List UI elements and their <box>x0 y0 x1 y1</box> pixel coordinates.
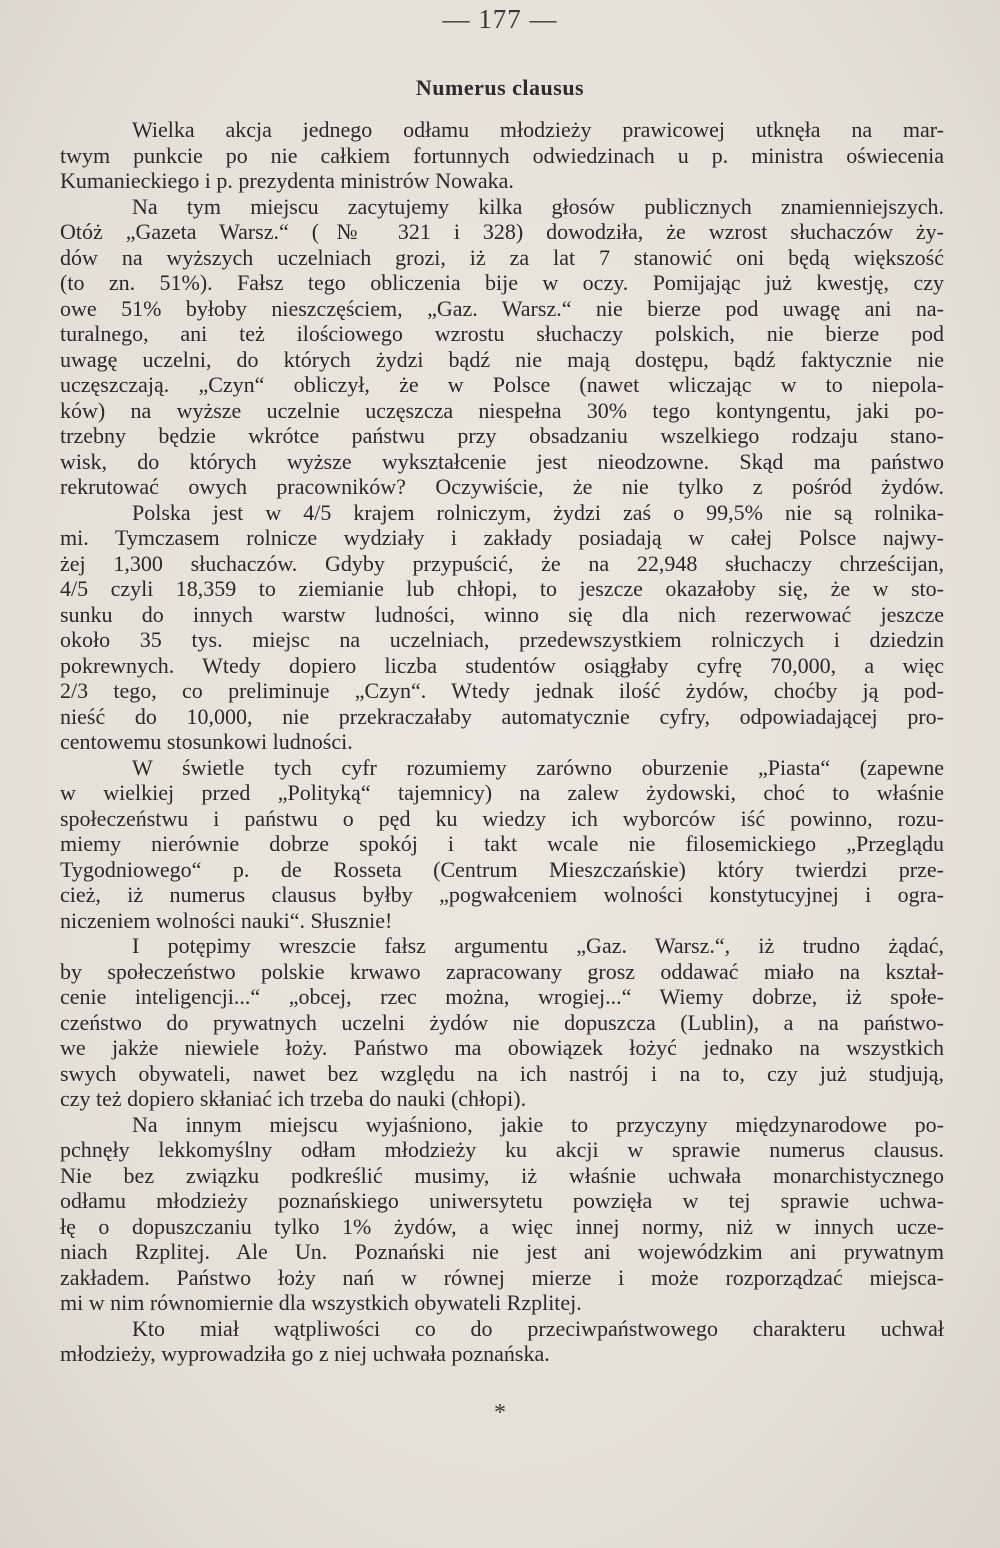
text-line: 2/3 tego, co preliminuje „Czyn“. Wtedy jednak ilość żydów, choćby ją pod- <box>60 678 944 703</box>
text-line: Kumanieckiego i p. prezydenta ministrów Nowaka. <box>60 168 514 193</box>
text-line: pchnęły lekkomyślny odłam młodzieży ku akcji w sprawie numerus clausus. <box>60 1137 944 1162</box>
text-line: wisk, do których wyższe wykształcenie jest nieodzowne. Skąd ma państwo <box>60 448 944 474</box>
text-line: by społeczeństwo polskie krwawo zapracowany grosz oddawać miało na kształ- <box>60 958 944 984</box>
paragraph <box>60 117 944 194</box>
text-line: swych obywateli, nawet bez względu na ich nastrój i na to, czy już studjują, <box>60 1060 944 1086</box>
article-title: Numerus clausus <box>415 75 585 100</box>
text-line: młodzieży, wyprowadziła go z niej uchwała poznańska. <box>60 1341 550 1366</box>
text-line: Wielka akcja jednego odłamu młodzieży prawicowej utknęła na mar- <box>132 117 944 142</box>
text-line: I potępimy wreszcie fałsz argumentu „Gaz. Warsz.“, iż trudno żądać, <box>132 933 944 958</box>
text-line: owe 51% byłoby nieszczęściem, „Gaz. Warsz.“ nie bierze pod uwagę ani na- <box>60 295 944 321</box>
text-line: zakładem. Państwo łoży nań w równej mierze i może rozporządzać miejsca- <box>60 1264 944 1290</box>
text-line: Kto miał wątpliwości co do przeciwpaństwowego charakteru uchwał <box>132 1315 944 1341</box>
text-line: sunku do innych warstw ludności, winno się dla nich rezerwować jeszcze <box>60 601 944 627</box>
text-line: niach Rzplitej. Ale Un. Poznański nie jest ani wojewódzkim ani prywatnym <box>60 1239 944 1264</box>
text-line: około 35 tys. miejsc na uczelniach, przedewszystkiem rolniczych i dziedzin <box>60 627 944 652</box>
text-line: rekrutować owych pracowników? Oczywiście, że nie tylko z pośród żydów. <box>60 474 944 499</box>
paragraph <box>60 755 944 934</box>
text-line: dów na wyższych uczelniach grozi, iż za lat 7 stanowić oni będą większość <box>60 244 944 270</box>
text-line: W świetle tych cyfr rozumiemy zarówno oburzenie „Piasta“ (zapewne <box>132 754 944 780</box>
text-line: odłamu młodzieży poznańskiego uniwersytetu powzięła w tej sprawie uchwa- <box>60 1188 944 1213</box>
text-line: uwagę uczelni, do których żydzi bądź nie mają dostępu, bądź faktycznie nie <box>60 346 944 372</box>
text-line: społeczeństwu i państwu o pęd ku wiedzy ich wyborców iść powinno, rozu- <box>60 805 944 831</box>
text-line: mi w nim równomiernie dla wszystkich obywateli Rzplitej. <box>60 1290 582 1315</box>
text-line: nieść do 10,000, nie przekraczałaby automatycznie cyfry, odpowiadającej pro- <box>60 703 944 729</box>
text-line: Nie bez związku podkreślić musimy, iż właśnie uchwała monarchistycznego <box>60 1162 944 1188</box>
text-line: cież, iż numerus clausus byłby „pogwałceniem wolności konstytucyjnej i ogra- <box>60 882 944 907</box>
text-line: Tygodniowego“ p. de Rosseta (Centrum Mieszczańskie) który twierdzi prze- <box>60 856 944 882</box>
text-line: pokrewnych. Wtedy dopiero liczba studentów osiągłaby cyfrę 70,000, a więc <box>60 652 944 678</box>
text-line: 4/5 czyli 18,359 to ziemianie lub chłopi, to jeszcze okazałoby się, że w sto- <box>60 576 944 601</box>
text-line: trzebny będzie wkrótce państwu przy obsadzaniu wszelkiego rodzaju stano- <box>60 423 944 448</box>
paragraph <box>60 1112 944 1316</box>
page-number: — 177 — <box>442 4 558 34</box>
text-line: miemy nierównie dobrze spokój i takt wcale nie filosemickiego „Przeglądu <box>60 831 944 856</box>
text-line: żej 1,300 słuchaczów. Gdyby przypuścić, że na 22,948 słuchaczy chrześcijan, <box>60 550 944 576</box>
text-line: Na innym miejscu wyjaśniono, jakie to przyczyny międzynarodowe po- <box>132 1111 944 1137</box>
text-line: czy też dopiero skłaniać ich trzeba do nauki (chłopi). <box>60 1086 527 1111</box>
text-line: Polska jest w 4/5 krajem rolniczym, żydzi zaś o 99,5% nie są rolnika- <box>132 499 944 525</box>
paragraph <box>60 194 944 500</box>
text-line: uczęszczają. „Czyn“ obliczył, że w Polsce (nawet wliczając w to niepola- <box>60 372 944 397</box>
text-line: turalnego, ani też ilościowego wzrostu słuchaczy polskich, nie bierze pod <box>60 321 944 346</box>
text-line: Otóż „Gazeta Warsz.“ (№ 321 i 328) dowodziła, że wzrost słuchaczów ży- <box>60 219 944 244</box>
text-line: w wielkiej przed „Polityką“ tajemnicy) na zalew żydowski, choć to właśnie <box>60 780 944 805</box>
text-line: niczeniem wolności nauki“. Słusznie! <box>60 907 393 933</box>
text-line: (to zn. 51%). Fałsz tego obliczenia bije w oczy. Pomijając już kwestję, czy <box>60 270 944 295</box>
paragraph <box>60 500 944 755</box>
paragraph <box>60 933 944 1112</box>
paragraph <box>60 1316 944 1367</box>
text-line: czeństwo do prywatnych uczelni żydów nie dopuszcza (Lublin), a na państwo- <box>60 1009 944 1035</box>
text-line: we jakże niewiele łoży. Państwo ma obowiązek łożyć jednako na wszystkich <box>60 1035 944 1060</box>
section-separator: * <box>494 1400 506 1426</box>
text-line: centowemu stosunkowi ludności. <box>60 729 353 754</box>
text-line: Na tym miejscu zacytujemy kilka głosów publicznych znamienniejszych. <box>132 193 944 219</box>
text-line: łę o dopuszczaniu tylko 1% żydów, a więc innej normy, niż w innych ucze- <box>60 1213 944 1239</box>
text-line: cenie inteligencji...“ „obcej, rzec można, wrogiej...“ Wiemy dobrze, iż społe- <box>60 984 944 1009</box>
article-body <box>60 117 944 1367</box>
text-line: twym punkcie po nie całkiem fortunnych odwiedzinach u p. ministra oświecenia <box>60 142 944 168</box>
text-line: mi. Tymczasem rolnicze wydziały i zakłady posiadają w całej Polsce najwy- <box>60 525 944 550</box>
text-line: ków) na wyższe uczelnie uczęszcza niespełna 30% tego kontyngentu, jaki po- <box>60 397 944 423</box>
